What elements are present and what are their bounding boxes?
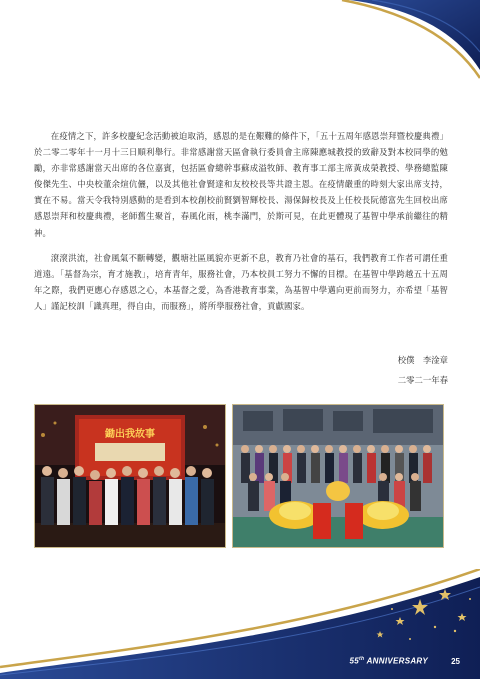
photo-lion-dance-group: [232, 404, 444, 548]
paragraph-2: 滾滾洪流，社會風氣不斷轉變，觀塘社區風貌亦更新不息，教育乃社會的基石，我們教育工作者可謂任重道遠。「基督為宗，育才施教」，培育青年，服務社會，乃本校員工努力不懈的目標。在基智中學跨越五十五周年之際，我們更應心存感恩之心，本基督之愛，為香港教育事業，為基智中學邁向更前而努力，亦希望「基智人」謹記校訓「識真理，得自由，而服務」，將所學服務社會，貢獻國家。: [34, 252, 448, 311]
signature-block: [398, 350, 448, 390]
signature-name: 校僕 李淦章: [397, 355, 448, 365]
corner-decoration: [280, 0, 480, 80]
page-number: 25: [451, 657, 460, 666]
paragraph-1: 在疫情之下，許多校慶紀念活動被迫取消，感恩的是在艱難的條件下，「五十五周年感恩崇拜暨校慶典禮」於二零二零年十一月十三日順利舉行。非常感謝當天區會執行委員會主席陳應城教授的致辭及對本校同學的勉勵，亦非常感謝當天出席的各位嘉賓，包括區會總幹事蘇成溢牧師、教育事工部主席黃成榮教授、學務總監陳俊傑先生、中央校董余煊伉儷，以及其他社會賢達和友校校長等共證主恩。在疫情嚴重的時刻大家出席支持，實在不易。當天令我特別感動的是看到本校創校前賢劉智輝校長、湯保歸校長及上任校長阮德富先生回校出席感恩崇拜和校慶典禮，老師舊生聚首，春風化雨，桃李滿門，於斯可見，在此更體現了基智中學承前繼往的精神。: [34, 131, 448, 238]
signature-date: 二零二一年春: [397, 375, 448, 385]
photo-stage-group: [34, 404, 226, 548]
banner-title: 鋤出我故事: [105, 429, 155, 440]
anniversary-label: 55th ANNIVERSARY: [349, 656, 428, 666]
letter-body: [34, 128, 448, 314]
